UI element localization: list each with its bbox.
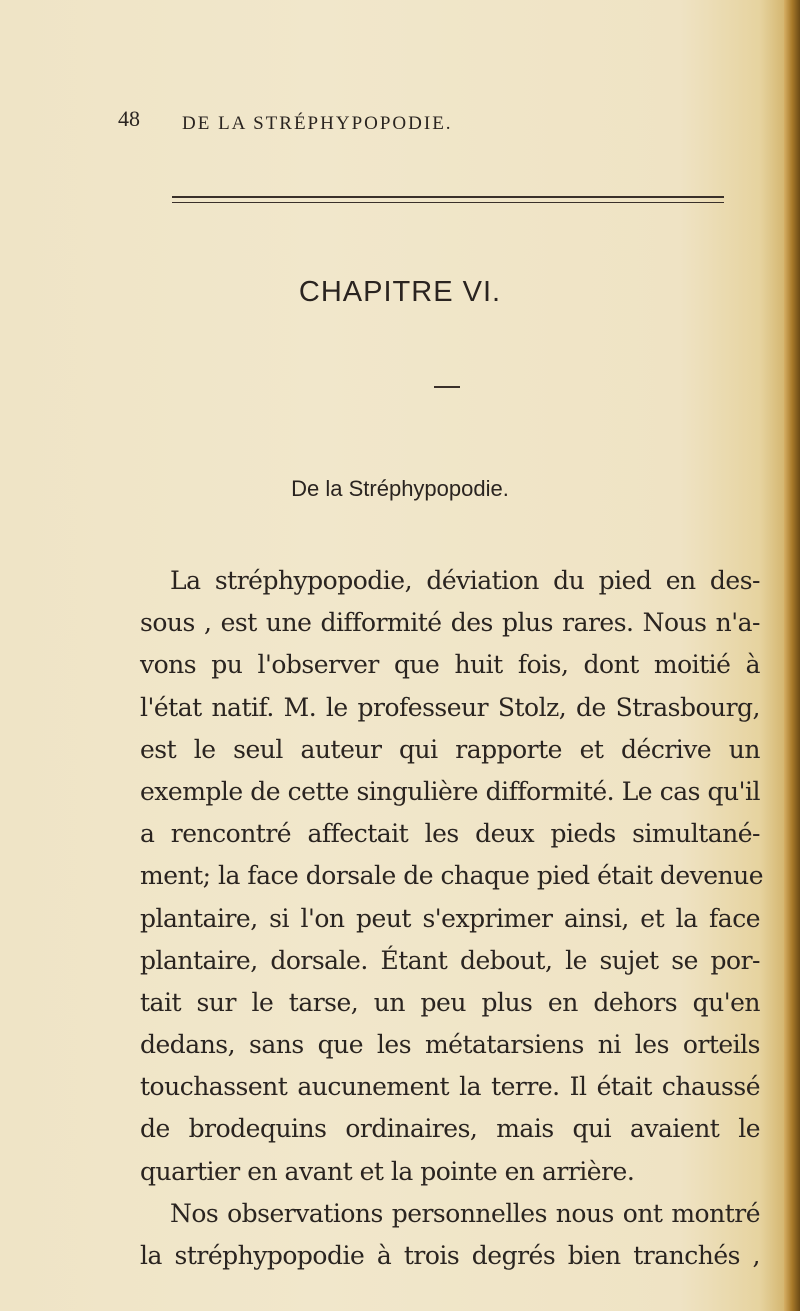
text-line: a rencontré affectait les deux pieds simultané- bbox=[140, 819, 760, 849]
body-text bbox=[140, 560, 764, 1277]
text-line: touchassent aucunement la terre. Il était chaussé bbox=[140, 1072, 760, 1102]
chapter-title: CHAPITRE VI. bbox=[298, 276, 502, 308]
header-rule-thin bbox=[172, 202, 724, 203]
text-line: quartier en avant et la pointe en arrière. bbox=[140, 1156, 635, 1186]
chapter-subtitle: De la Stréphypopodie. bbox=[291, 476, 509, 501]
text-line: ment; la face dorsale de chaque pied était devenue bbox=[140, 861, 764, 891]
page-edge bbox=[784, 0, 800, 1311]
text-line: tait sur le tarse, un peu plus en dehors qu'en bbox=[140, 987, 760, 1017]
text-line: l'état natif. M. le professeur Stolz, de Strasbourg, bbox=[140, 692, 760, 722]
text-line: sous , est une difformité des plus rares. Nous n'a- bbox=[140, 608, 760, 638]
text-line: la stréphypopodie à trois degrés bien tranchés , bbox=[140, 1241, 760, 1270]
text-line: plantaire, dorsale. Étant debout, le sujet se por- bbox=[140, 945, 760, 975]
text-line: La stréphypopodie, déviation du pied en des- bbox=[170, 566, 760, 595]
text-line: plantaire, si l'on peut s'exprimer ainsi, et la face bbox=[140, 903, 760, 933]
text-line: dedans, sans que les métatarsiens ni les orteils bbox=[140, 1030, 760, 1060]
text-line: Nos observations personnelles nous ont montré bbox=[170, 1198, 760, 1228]
header-rule bbox=[172, 196, 724, 198]
text-line: est le seul auteur qui rapporte et décrive un bbox=[140, 734, 760, 764]
text-line: exemple de cette singulière difformité. Le cas qu'il bbox=[140, 776, 760, 806]
text-line: vons pu l'observer que huit fois, dont moitié à bbox=[140, 650, 760, 680]
text-line: de brodequins ordinaires, mais qui avaient le bbox=[140, 1114, 760, 1144]
page-number: 48 bbox=[118, 106, 140, 131]
running-title: DE LA STRÉPHYPOPODIE. bbox=[182, 113, 453, 134]
chapter-divider bbox=[434, 386, 460, 388]
